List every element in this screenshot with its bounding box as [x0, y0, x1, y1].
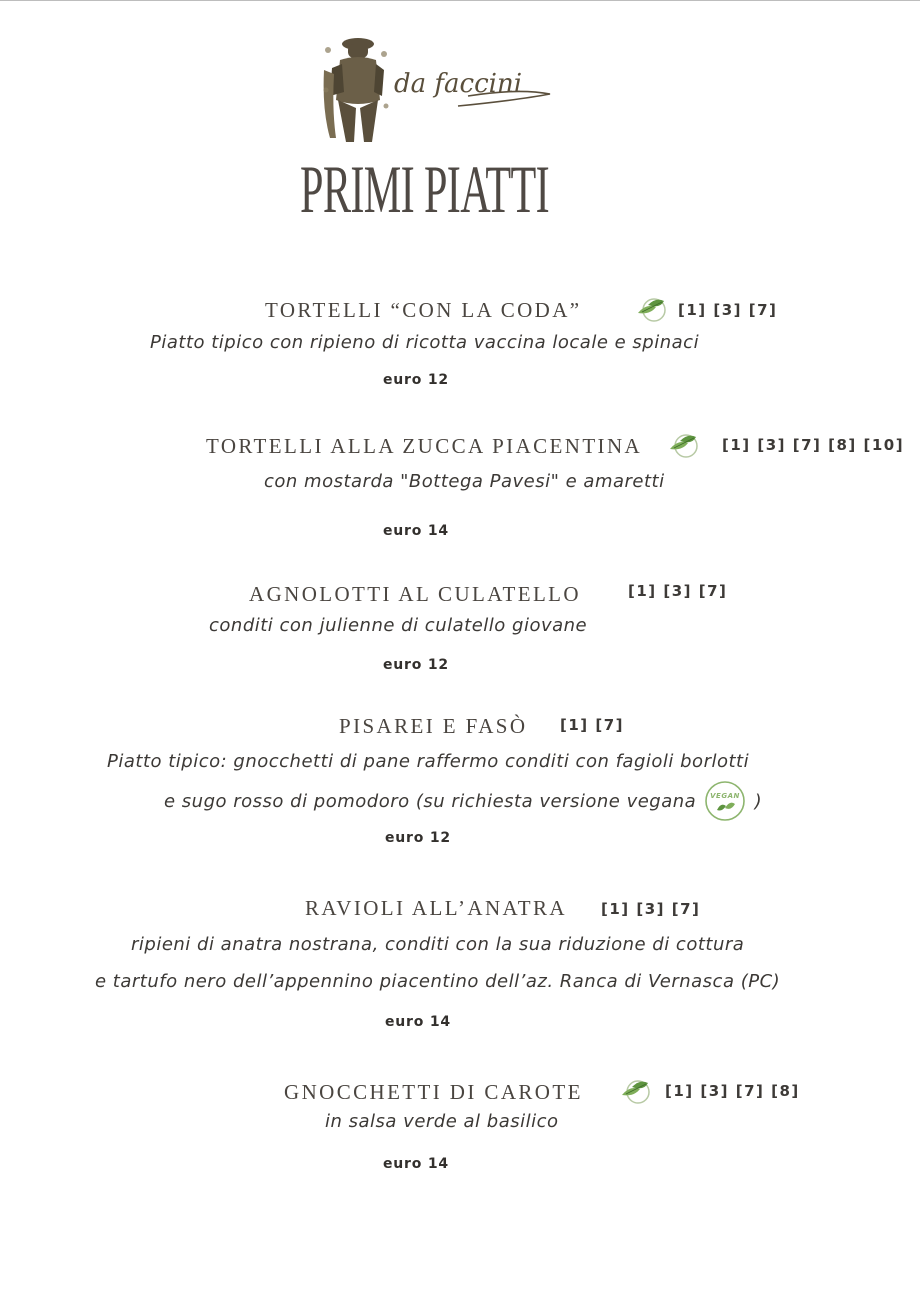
dish-price: euro 14	[385, 1014, 451, 1030]
dish-description: con mostarda "Bottega Pavesi" e amaretti	[264, 471, 665, 492]
dish-name: RAVIOLI ALL’ANATRA	[305, 896, 567, 920]
dish-price: euro 14	[383, 523, 449, 539]
dish-description-line-2: e tartufo nero dell’appennino piacentino dell’az. Ranca di Vernasca (PC)	[95, 971, 781, 992]
dish-description: ripieni di anatra nostrana, conditi con la sua riduzione di cottura	[131, 934, 745, 955]
vegan-badge-icon	[704, 780, 746, 822]
vegan-label: VEGAN	[710, 792, 741, 800]
allergens: [1] [3] [7] [8] [10]	[722, 436, 905, 454]
dish-name: PISAREI E FASÒ	[339, 714, 528, 738]
dish-description-text: e sugo rosso di pomodoro (su richiesta versione vegana	[164, 790, 697, 812]
leaf-icon	[666, 431, 700, 459]
dish-description-closing: )	[754, 790, 763, 812]
dish-price: euro 14	[383, 1156, 449, 1172]
leaf-icon	[634, 295, 668, 323]
dish-description-line-2	[164, 780, 762, 822]
dish-name: AGNOLOTTI AL CULATELLO	[249, 582, 581, 606]
dish-description: Piatto tipico: gnocchetti di pane raffermo conditi con fagioli borlotti	[107, 751, 750, 772]
dish-description: in salsa verde al basilico	[325, 1111, 559, 1132]
allergens: [1] [7]	[560, 716, 625, 734]
logo-wordmark: da faccini	[394, 69, 523, 99]
dish-name: GNOCCHETTI DI CAROTE	[284, 1080, 583, 1104]
dish-name: TORTELLI “CON LA CODA”	[265, 298, 582, 322]
dish-description: Piatto tipico con ripieno di ricotta vaccina locale e spinaci	[150, 332, 700, 353]
dish-price: euro 12	[383, 657, 449, 673]
dish-price: euro 12	[385, 830, 451, 846]
dish-name: TORTELLI ALLA ZUCCA PIACENTINA	[206, 434, 643, 458]
dish-price: euro 12	[383, 372, 449, 388]
page-title: PRIMI PIATTI	[300, 151, 550, 227]
allergens: [1] [3] [7] [8]	[665, 1082, 800, 1100]
allergens: [1] [3] [7]	[678, 301, 778, 319]
restaurant-logo	[318, 30, 558, 145]
dish-description: conditi con julienne di culatello giovane	[209, 615, 588, 636]
leaf-icon	[618, 1077, 652, 1105]
allergens: [1] [3] [7]	[601, 900, 701, 918]
top-border	[0, 0, 920, 1]
allergens: [1] [3] [7]	[628, 582, 728, 600]
